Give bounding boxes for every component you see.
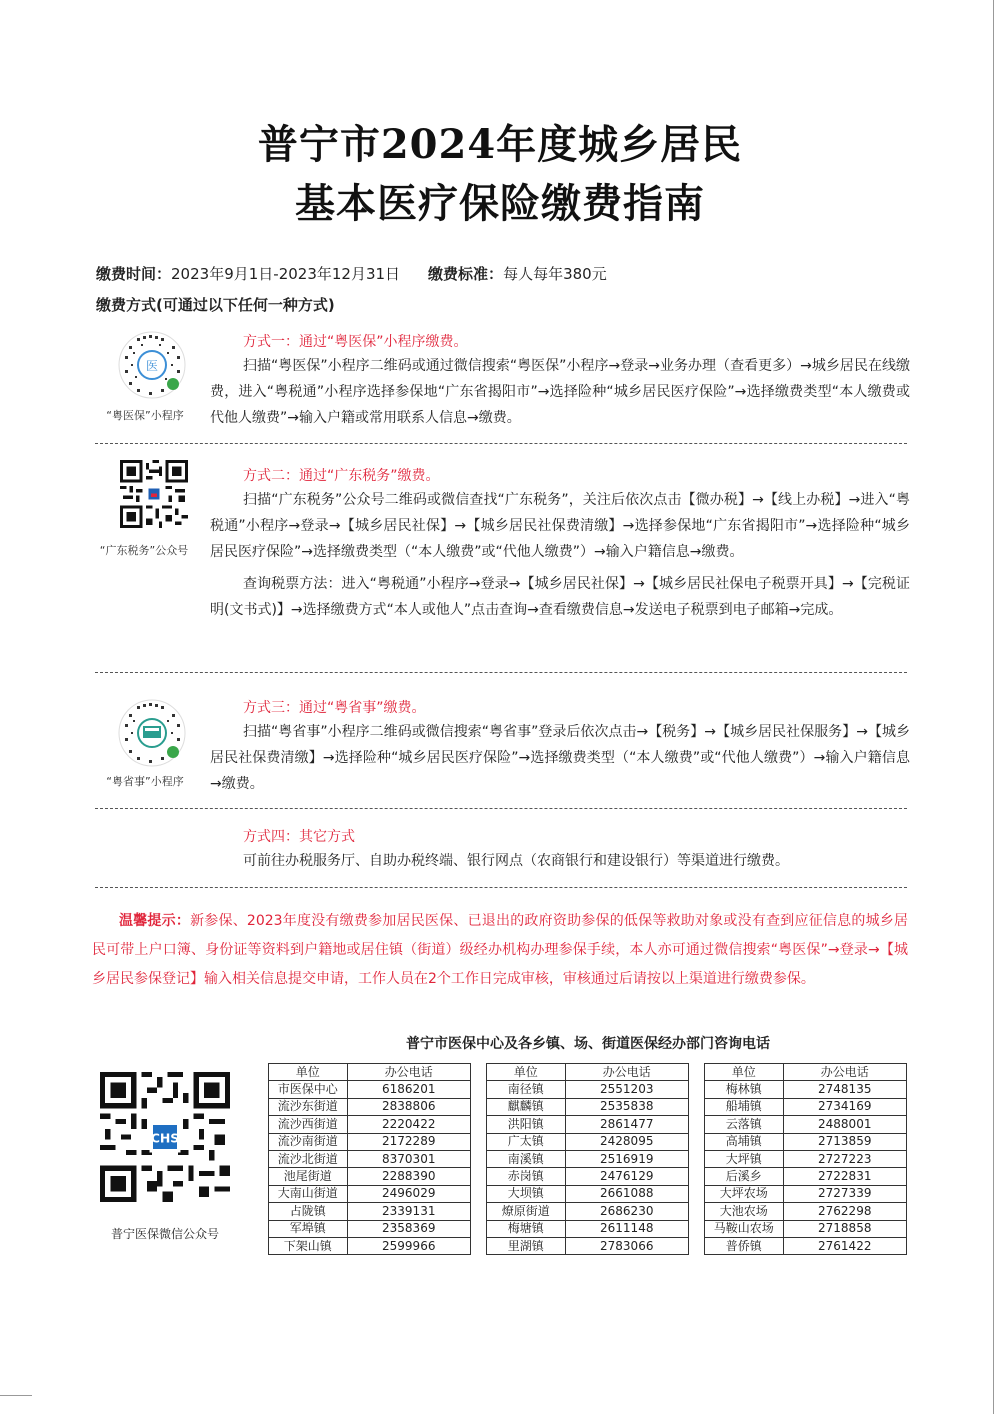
phone-cell: 2734169 — [783, 1098, 907, 1115]
method-4-body — [210, 848, 910, 874]
phone-cell: 6186201 — [347, 1081, 471, 1098]
unit-cell: 南溪镇 — [487, 1150, 566, 1167]
warm-tip-text: 新参保、2023年度没有缴费参加居民医保、已退出的政府资助参保的低保等救助对象或没有查到应征信息的城乡居民可带上户口簿、身份证等资料到户籍地或居住镇（街道）级经办机构办理参保手续，本人亦可通过微信搜索“粤医保”→登录→【城乡居民参保登记】输入相关信息提交申请，工作人员在2个工作日完成审核，审核通过后请按以上渠道进行缴费参保。 — [92, 913, 908, 987]
phone-cell: 2783066 — [565, 1237, 689, 1254]
phone-cell: 2861477 — [565, 1116, 689, 1133]
unit-cell: 池尾街道 — [269, 1168, 348, 1185]
phone-cell: 2535838 — [565, 1098, 689, 1115]
yueshengshi-qr-label: “粤省事”小程序 — [106, 775, 184, 788]
phone-cell: 2761422 — [783, 1237, 907, 1254]
method-3-title: 方式三：通过“粤省事”缴费。 — [243, 700, 426, 716]
unit-cell: 船埔镇 — [705, 1098, 784, 1115]
unit-cell: 大坪镇 — [705, 1150, 784, 1167]
phone-cell: 2611148 — [565, 1220, 689, 1237]
phone-column-header: 办公电话 — [783, 1064, 907, 1081]
unit-cell: 市医保中心 — [269, 1081, 348, 1098]
unit-column-header: 单位 — [705, 1064, 784, 1081]
unit-cell: 占陇镇 — [269, 1203, 348, 1220]
phone-cell: 2339131 — [347, 1203, 471, 1220]
phone-table-group-3 — [704, 1063, 907, 1255]
unit-cell: 里湖镇 — [487, 1237, 566, 1254]
phone-column-header: 办公电话 — [347, 1064, 471, 1081]
unit-column-header: 单位 — [487, 1064, 566, 1081]
phone-cell: 2762298 — [783, 1203, 907, 1220]
phone-table-group-1 — [268, 1063, 471, 1255]
phone-cell: 2428095 — [565, 1133, 689, 1150]
method-2-invoice-paragraph: 查询税票方法：进入“粤税通”小程序→登录→【城乡居民社保】→【城乡居民社保电子税票开具】→【完税证明(文书式)】→选择缴费方式“本人或他人”点击查询→查看缴费信息→发送电子税票到电子邮箱→完成。 — [210, 576, 910, 618]
chs-logo-text: CHS — [150, 1130, 180, 1146]
unit-cell: 大坪农场 — [705, 1185, 784, 1202]
divider — [95, 808, 907, 809]
unit-cell: 普侨镇 — [705, 1237, 784, 1254]
guangdong-tax-qr-label: “广东税务”公众号 — [99, 544, 189, 557]
phone-cell: 2686230 — [565, 1203, 689, 1220]
method-3-paragraph: 扫描“粤省事”小程序二维码或微信搜索“粤省事”登录后依次点击→【税务】→【城乡居民社保服务】→【城乡居民社保费清缴】→选择险种“城乡居民医疗保险”→选择缴费类型（“本人缴费”或“代他人缴费”）→输入户籍信息→缴费。 — [210, 724, 910, 792]
phone-cell: 2476129 — [565, 1168, 689, 1185]
document-title-line2: 基本医疗保险缴费指南 — [295, 180, 705, 227]
unit-cell: 大南山街道 — [269, 1185, 348, 1202]
phone-table-title: 普宁市医保中心及各乡镇、场、街道医保经办部门咨询电话 — [406, 1036, 770, 1052]
phone-column-header: 办公电话 — [565, 1064, 689, 1081]
unit-cell: 马鞍山农场 — [705, 1220, 784, 1237]
phone-cell: 2288390 — [347, 1168, 471, 1185]
payment-info-line — [96, 263, 607, 284]
payment-time-value: 2023年9月1日-2023年12月31日 — [171, 265, 401, 283]
method-4-paragraph: 可前往办税服务厅、自助办税终端、银行网点（农商银行和建设银行）等渠道进行缴费。 — [243, 853, 789, 869]
unit-cell: 南径镇 — [487, 1081, 566, 1098]
method-2-body — [210, 487, 910, 623]
svg-text:医: 医 — [145, 359, 159, 373]
unit-cell: 流沙东街道 — [269, 1098, 348, 1115]
puning-medical-insurance-qr-icon — [100, 1072, 230, 1202]
method-2-title: 方式二：通过“广东税务”缴费。 — [243, 468, 440, 484]
unit-cell: 流沙南街道 — [269, 1133, 348, 1150]
method-2-paragraph: 扫描“广东税务”公众号二维码或微信查找“广东税务”，关注后依次点击【微办税】→【线上办税】→进入“粤税通”小程序→登录→【城乡居民社保】→【城乡居民社保费清缴】→选择参保地“广东省揭阳市”→选择险种“城乡居民医疗保险”→选择缴费类型（“本人缴费”或“代他人缴费”）→输入户籍信息→缴费。 — [210, 492, 910, 560]
unit-cell: 后溪乡 — [705, 1168, 784, 1185]
phone-cell: 2488001 — [783, 1116, 907, 1133]
phone-cell: 2220422 — [347, 1116, 471, 1133]
method-3-body — [210, 719, 910, 797]
phone-cell: 2661088 — [565, 1185, 689, 1202]
unit-cell: 高埔镇 — [705, 1133, 784, 1150]
unit-cell: 大坝镇 — [487, 1185, 566, 1202]
unit-cell: 赤岗镇 — [487, 1168, 566, 1185]
phone-table-group-2 — [486, 1063, 689, 1255]
yueyibao-qr-code — [107, 330, 197, 404]
phone-cell: 2172289 — [347, 1133, 471, 1150]
phone-cell: 2713859 — [783, 1133, 907, 1150]
method-1-paragraph: 扫描“粤医保”小程序二维码或通过微信搜索“粤医保”小程序→登录→业务办理（查看更多）→城乡居民在线缴费，进入“粤税通”小程序选择参保地“广东省揭阳市”→选择险种“城乡居民医疗保险”→选择缴费类型“本人缴费或代他人缴费”→输入户籍或常用联系人信息→缴费。 — [210, 358, 910, 426]
unit-column-header: 单位 — [269, 1064, 348, 1081]
unit-cell: 梅塘镇 — [487, 1220, 566, 1237]
scan-edge-line — [993, 0, 994, 1414]
scan-edge-line — [0, 1395, 32, 1396]
guangdong-tax-qr-code — [109, 460, 199, 532]
phone-cell: 2838806 — [347, 1098, 471, 1115]
phone-cell: 2358369 — [347, 1220, 471, 1237]
unit-cell: 云落镇 — [705, 1116, 784, 1133]
method-4-title: 方式四：其它方式 — [243, 829, 355, 845]
mini-program-qr-icon — [117, 330, 187, 400]
divider — [95, 672, 907, 673]
unit-cell: 梅林镇 — [705, 1081, 784, 1098]
puning-medical-insurance-qr-label: 普宁医保微信公众号 — [110, 1227, 219, 1241]
method-1-title: 方式一：通过“粤医保”小程序缴费。 — [243, 334, 468, 350]
yueyibao-qr-label: “粤医保”小程序 — [106, 409, 184, 422]
payment-standard-value: 每人每年380元 — [503, 265, 607, 283]
phone-cell: 2727223 — [783, 1150, 907, 1167]
phone-cell: 2722831 — [783, 1168, 907, 1185]
unit-cell: 流沙西街道 — [269, 1116, 348, 1133]
unit-cell: 广太镇 — [487, 1133, 566, 1150]
phone-cell: 2599966 — [347, 1237, 471, 1254]
document-title-line1: 普宁市2024年度城乡居民 — [257, 121, 743, 168]
unit-cell: 燎原街道 — [487, 1203, 566, 1220]
divider — [95, 887, 907, 888]
phone-cell: 8370301 — [347, 1150, 471, 1167]
yueshengshi-qr-code — [107, 698, 197, 772]
official-account-qr-icon — [120, 460, 188, 528]
phone-cell: 2551203 — [565, 1081, 689, 1098]
unit-cell: 大池农场 — [705, 1203, 784, 1220]
unit-cell: 洪阳镇 — [487, 1116, 566, 1133]
warm-tip-label: 温馨提示： — [119, 913, 191, 929]
payment-time-label: 缴费时间： — [96, 265, 172, 283]
unit-cell: 下架山镇 — [269, 1237, 348, 1254]
method-1-body — [210, 353, 910, 431]
unit-cell: 军埠镇 — [269, 1220, 348, 1237]
phone-cell: 2516919 — [565, 1150, 689, 1167]
mini-program-qr-icon — [117, 698, 187, 768]
phone-cell: 2496029 — [347, 1185, 471, 1202]
phone-cell: 2748135 — [783, 1081, 907, 1098]
phone-cell: 2718858 — [783, 1220, 907, 1237]
divider — [95, 443, 907, 444]
payment-method-heading: 缴费方式(可通过以下任何一种方式) — [96, 296, 335, 314]
unit-cell: 流沙北街道 — [269, 1150, 348, 1167]
phone-cell: 2727339 — [783, 1185, 907, 1202]
payment-standard-label: 缴费标准： — [428, 265, 504, 283]
unit-cell: 麒麟镇 — [487, 1098, 566, 1115]
warm-tip — [92, 907, 908, 994]
